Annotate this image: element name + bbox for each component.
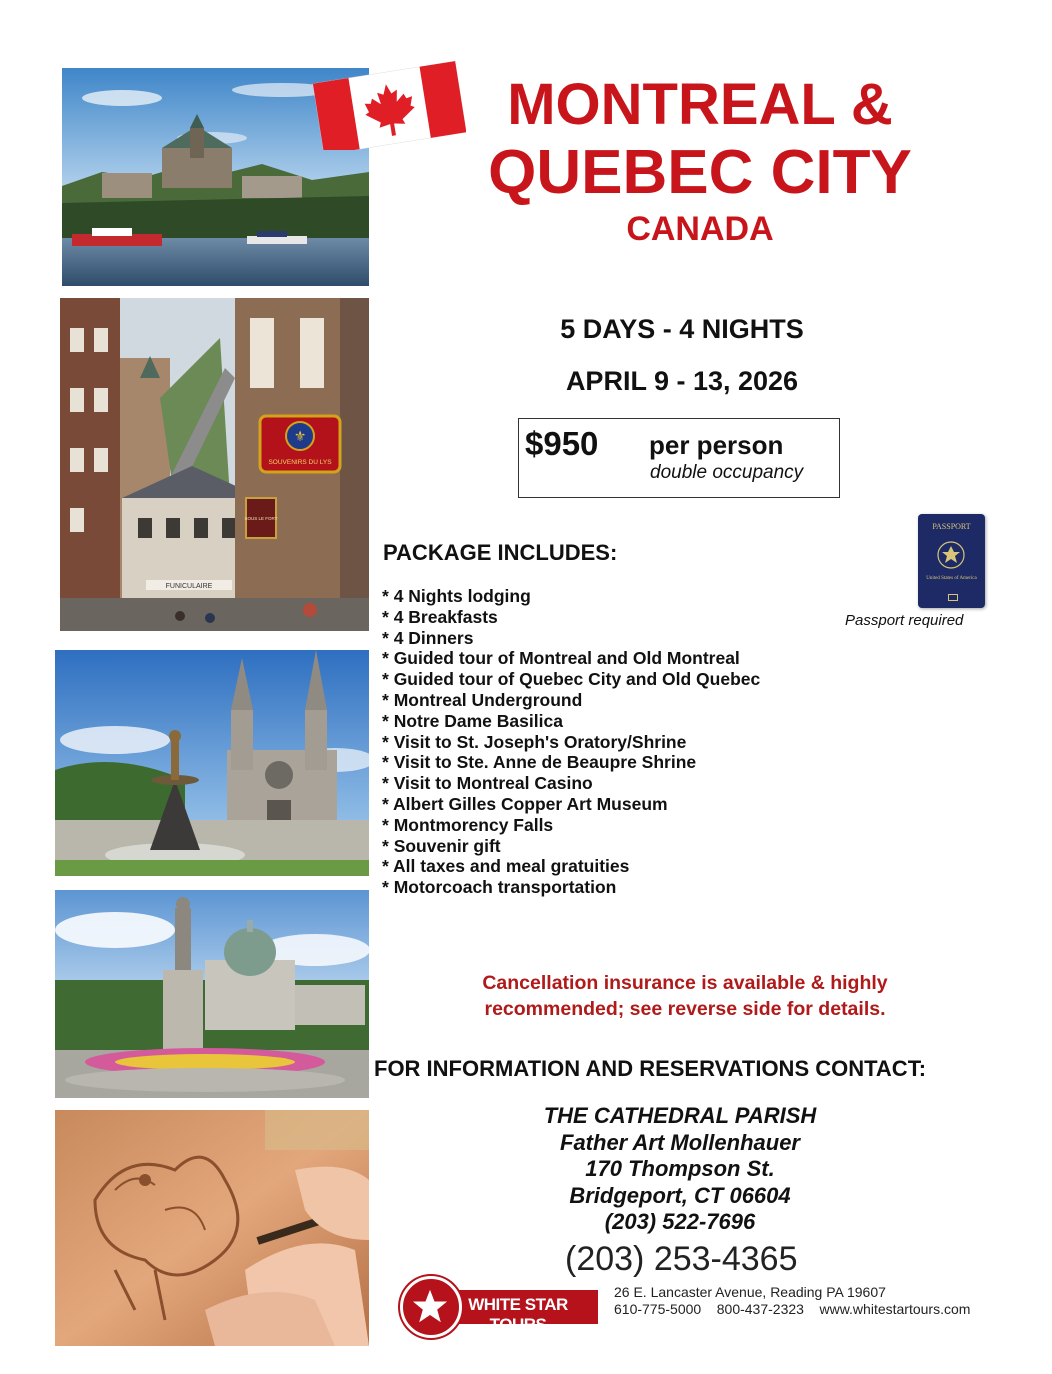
canada-flag-icon bbox=[312, 58, 466, 150]
contact-heading: FOR INFORMATION AND RESERVATIONS CONTACT: bbox=[374, 1056, 927, 1081]
insurance-note bbox=[440, 970, 930, 1022]
list-item: * Motorcoach transportation bbox=[382, 877, 760, 898]
title-line-2: QUEBEC CITY bbox=[488, 138, 912, 207]
copper-art-photo bbox=[55, 1110, 369, 1346]
passport-icon bbox=[918, 514, 985, 608]
list-item: * Montreal Underground bbox=[382, 690, 760, 711]
contact-phone-large: (203) 253-4365 bbox=[565, 1240, 798, 1278]
list-item: * Notre Dame Basilica bbox=[382, 711, 760, 732]
contact-phone: (203) 522-7696 bbox=[604, 1209, 756, 1234]
package-list bbox=[382, 586, 760, 898]
insurance-line-2: recommended; see reverse side for details. bbox=[484, 998, 886, 1020]
list-item: * Visit to Montreal Casino bbox=[382, 773, 760, 794]
sous-le-fort-sign: SOUS LE FORT bbox=[244, 516, 278, 521]
list-item: * 4 Dinners bbox=[382, 628, 760, 649]
contact-city: Bridgeport, CT 06604 bbox=[569, 1182, 791, 1208]
list-item: * 4 Breakfasts bbox=[382, 607, 760, 628]
insurance-line-1: Cancellation insurance is available & highly bbox=[482, 972, 888, 994]
svg-text:⚜: ⚜ bbox=[293, 428, 307, 444]
contact-parish: THE CATHEDRAL PARISH bbox=[543, 1103, 817, 1128]
contact-person: Father Art Mollenhauer bbox=[560, 1129, 800, 1155]
passport-caption: Passport required bbox=[845, 612, 964, 629]
basilica-photo bbox=[55, 650, 369, 876]
list-item: * Guided tour of Montreal and Old Montreal bbox=[382, 648, 760, 669]
company-address: 26 E. Lancaster Avenue, Reading PA 19607 bbox=[614, 1284, 886, 1300]
passport-chip bbox=[948, 594, 958, 601]
price-amount: $950 bbox=[525, 425, 599, 462]
list-item: * Albert Gilles Copper Art Museum bbox=[382, 794, 760, 815]
funiculaire-sign: FUNICULAIRE bbox=[165, 583, 213, 590]
list-item: * Visit to Ste. Anne de Beaupre Shrine bbox=[382, 752, 760, 773]
souvenirs-sign: SOUVENIRS DU LYS bbox=[268, 459, 332, 466]
title-line-1: MONTREAL & bbox=[507, 72, 893, 137]
passport-cover-title: PASSPORT bbox=[932, 522, 971, 531]
list-item: * 4 Nights lodging bbox=[382, 586, 760, 607]
old-quebec-street-photo bbox=[60, 298, 369, 631]
list-item: * Visit to St. Joseph's Oratory/Shrine bbox=[382, 732, 760, 753]
list-item: * Souvenir gift bbox=[382, 836, 760, 857]
oratory-photo bbox=[55, 890, 369, 1098]
list-item: * All taxes and meal gratuities bbox=[382, 856, 760, 877]
price-occupancy: double occupancy bbox=[650, 462, 804, 483]
passport-seal-icon bbox=[936, 540, 966, 570]
package-heading: PACKAGE INCLUDES: bbox=[383, 540, 618, 565]
trip-dates: APRIL 9 - 13, 2026 bbox=[565, 366, 799, 396]
list-item: * Montmorency Falls bbox=[382, 815, 760, 836]
contact-block bbox=[480, 1103, 880, 1236]
passport-cover-country: United States of America bbox=[926, 576, 977, 581]
white-star-tours-logo bbox=[400, 1276, 600, 1336]
company-contact-line: 610-775-5000 800-437-2323 www.whitestartours.com bbox=[614, 1301, 971, 1317]
list-item: * Guided tour of Quebec City and Old Quebec bbox=[382, 669, 760, 690]
company-name: WHITE STAR TOURS bbox=[468, 1295, 568, 1334]
trip-duration: 5 DAYS - 4 NIGHTS bbox=[560, 314, 804, 344]
contact-street: 170 Thompson St. bbox=[585, 1156, 775, 1181]
price-per-person: per person bbox=[649, 430, 784, 460]
price-box bbox=[518, 418, 840, 498]
title-country: CANADA bbox=[626, 210, 774, 248]
